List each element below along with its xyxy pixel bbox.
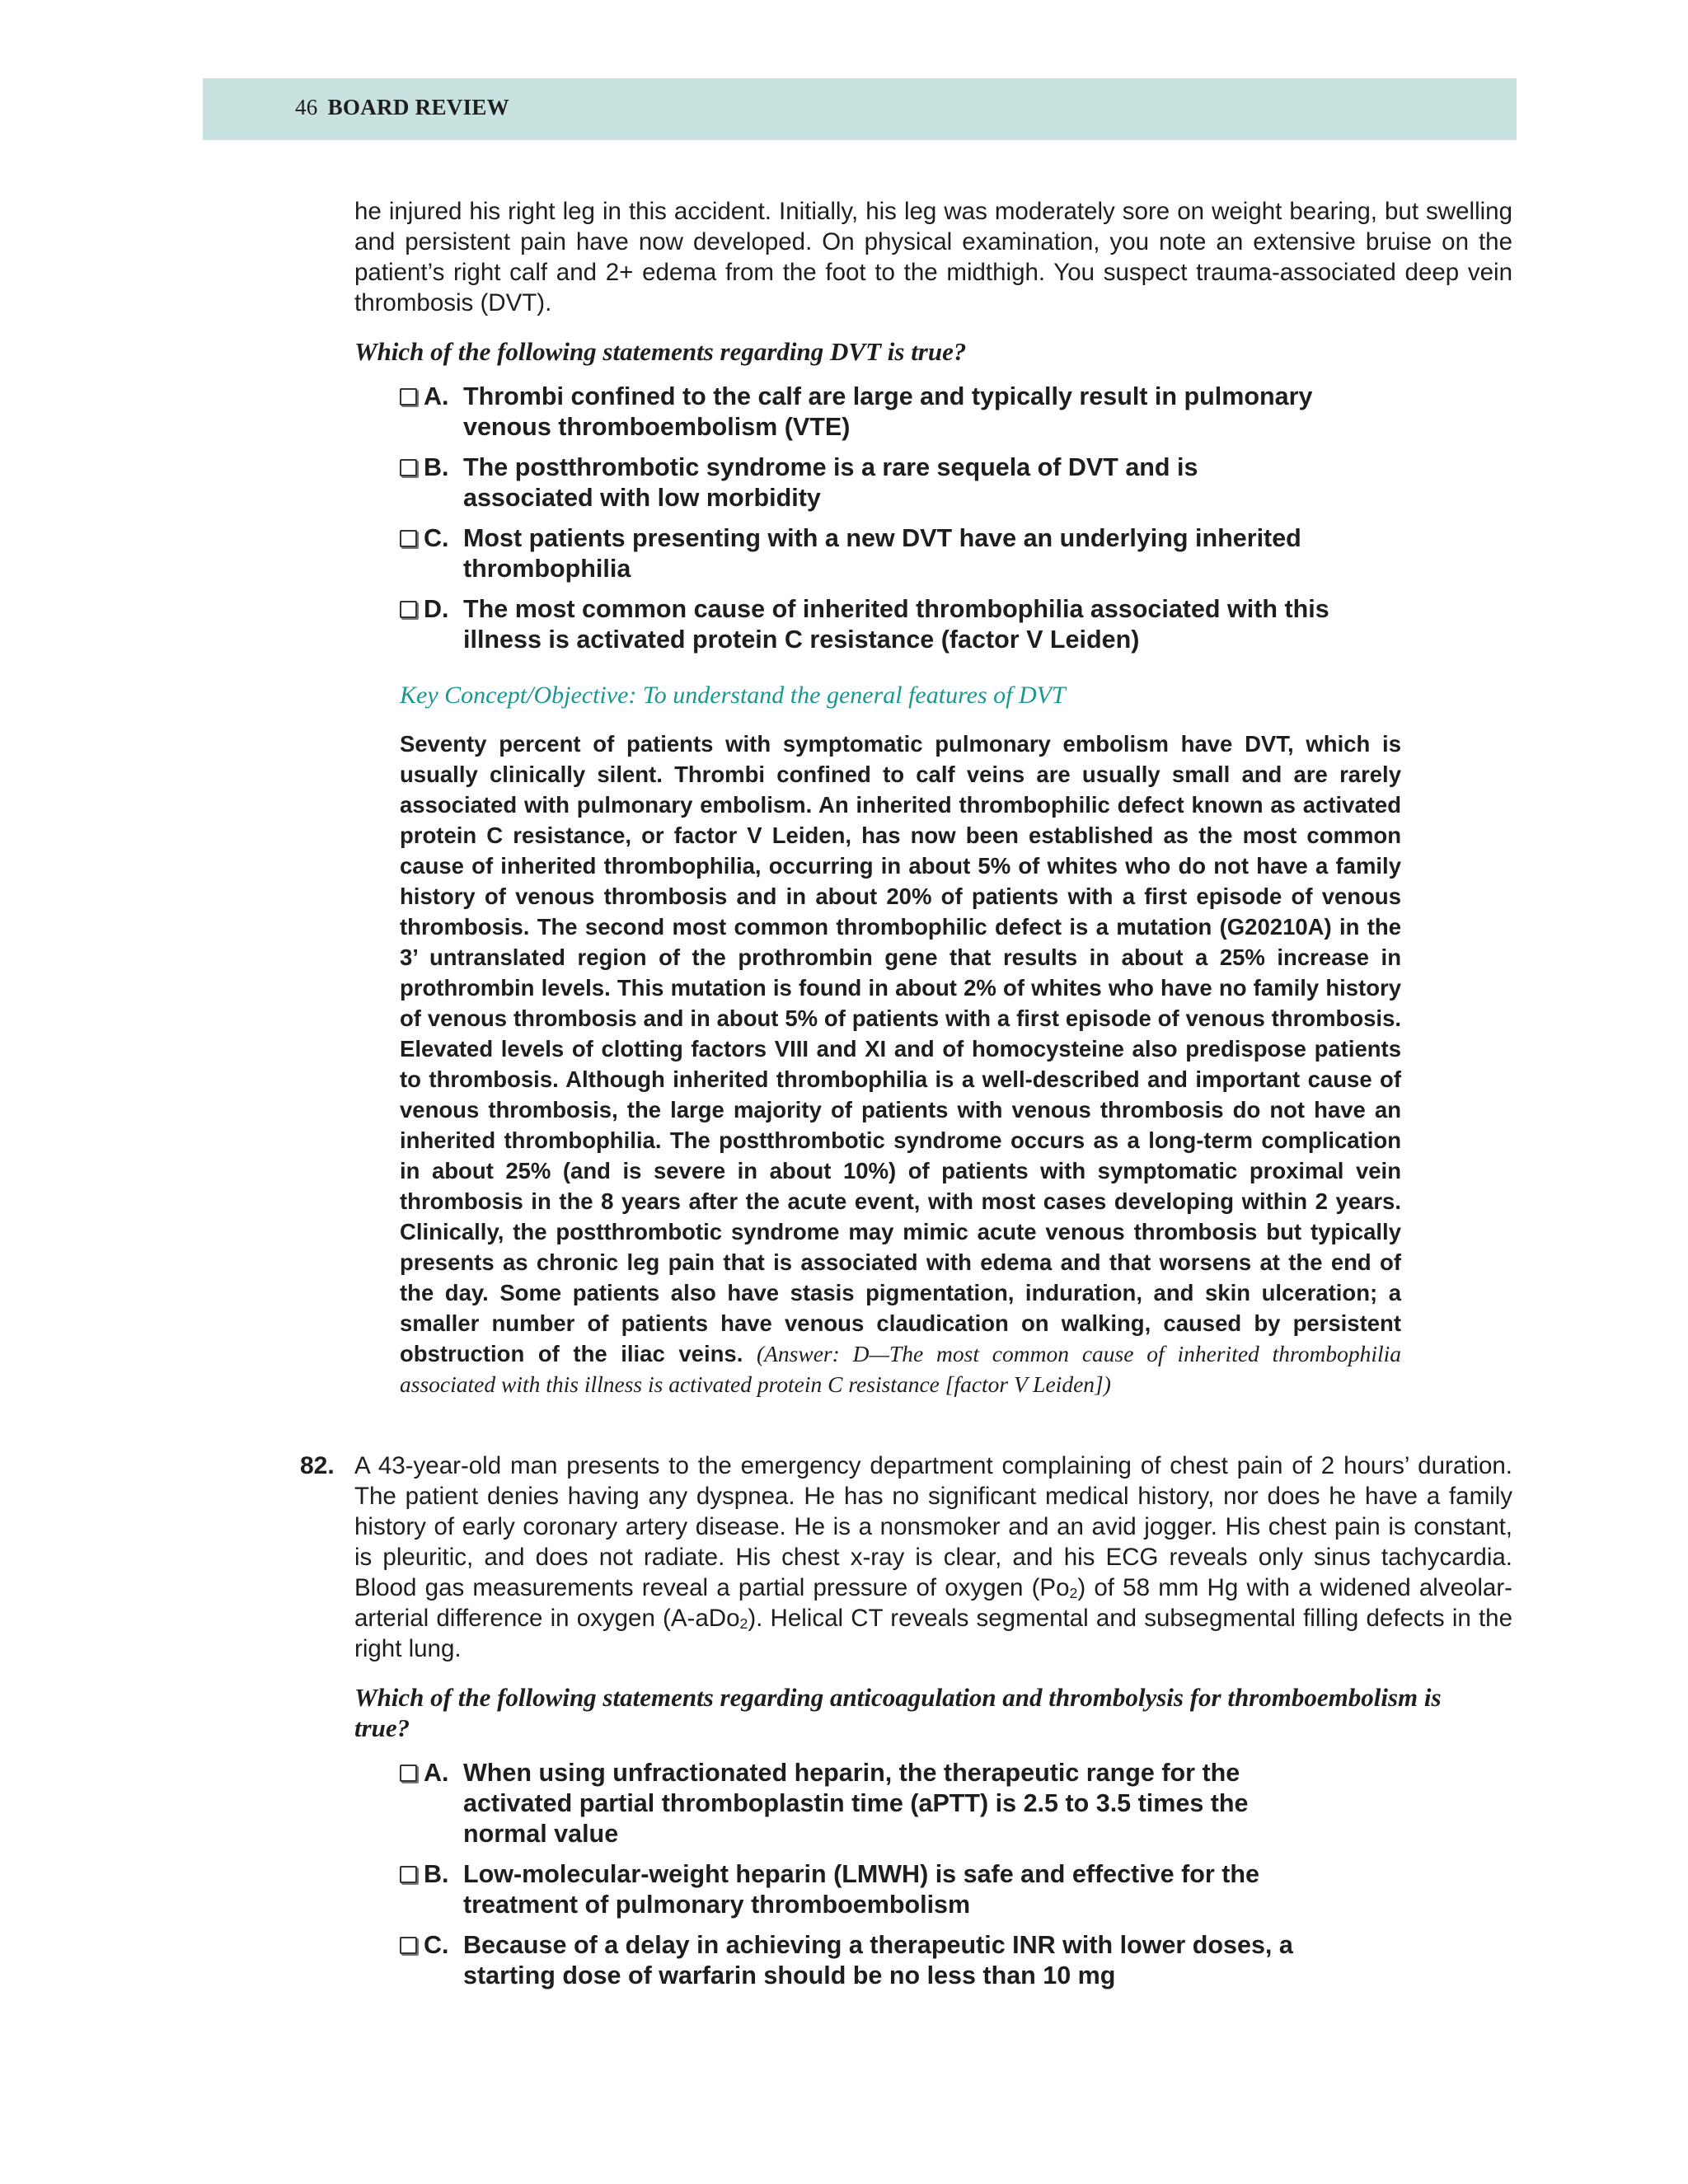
q81-option-a[interactable] bbox=[400, 382, 1331, 443]
q81-question: Which of the following statements regarding DVT is true? bbox=[354, 337, 967, 366]
q82-option-c[interactable] bbox=[400, 1930, 1331, 1991]
answer-text: (Answer: D—The most common cause of inherited thrombophilia associated with this illness is activated protein C resistance [factor V Leiden]) bbox=[400, 1341, 1401, 1397]
checkbox-icon[interactable] bbox=[400, 1765, 417, 1782]
page-content bbox=[300, 190, 1512, 2001]
checkbox-icon[interactable] bbox=[400, 601, 417, 618]
q81-option-c[interactable] bbox=[400, 523, 1331, 584]
option-letter: C. bbox=[424, 1931, 449, 1959]
stem-part: ) of 58 mm Hg with a widened alveolar-arterial difference in oxygen (A-aDo bbox=[354, 1574, 1512, 1632]
checkbox-icon[interactable] bbox=[400, 388, 417, 405]
option-text: Because of a delay in achieving a therapeutic INR with lower doses, a starting dose of warfarin should be no less than 10 mg bbox=[463, 1931, 1293, 1990]
running-header bbox=[203, 78, 1517, 140]
q82-option-a[interactable] bbox=[400, 1758, 1331, 1849]
q82-option-b[interactable] bbox=[400, 1859, 1331, 1920]
option-letter: D. bbox=[424, 595, 449, 623]
option-letter: A. bbox=[424, 1759, 449, 1787]
option-letter: B. bbox=[424, 453, 449, 481]
checkbox-icon[interactable] bbox=[400, 1937, 417, 1954]
q82-options bbox=[400, 1758, 1331, 1991]
q81-options bbox=[400, 382, 1331, 655]
option-letter: C. bbox=[424, 524, 449, 552]
q81-option-b[interactable] bbox=[400, 452, 1331, 513]
q81-stem-continued: he injured his right leg in this accident. Initially, his leg was moderately sore on weight bearing, but swelling and persistent pain have now developed. On physical examination, you note an extensive bruise on the patient’s right calf and 2+ edema from the foot to the midthigh. You suspect trauma-associated deep vein thrombosis (DVT). bbox=[354, 198, 1512, 316]
checkbox-icon[interactable] bbox=[400, 530, 417, 547]
option-text: When using unfractionated heparin, the therapeutic range for the activated partial thromboplastin time (aPTT) is 2.5 to 3.5 times the normal value bbox=[463, 1759, 1249, 1848]
key-concept: Key Concept/Objective: To understand the general features of DVT bbox=[400, 682, 1066, 709]
option-letter: B. bbox=[424, 1860, 449, 1888]
option-letter: A. bbox=[424, 382, 449, 410]
book-section-title: BOARD REVIEW bbox=[327, 95, 509, 120]
stem-part: ). Helical CT reveals segmental and subsegmental filling defects in the right lung. bbox=[354, 1605, 1512, 1662]
question-82 bbox=[300, 1451, 1512, 1991]
explanation-text: Seventy percent of patients with symptomatic pulmonary embolism have DVT, which is usually clinically silent. Thrombi confined to calf veins are usually small and are rarely associated with pulmonary embolism. An inherited thrombophilic defect known as activated protein C resistance, or factor V Leiden, has now been established as the most common cause of inherited thrombophilia, occurring in about 5% of whites who do not have a family history of venous thrombosis and in about 20% of patients with a first episode of venous thrombosis. The second most common thrombophilic defect is a mutation (G20210A) in the 3’ untranslated region of the prothrombin gene that results in about a 25% increase in prothrombin levels. This mutation is found in about 2% of whites who have no family history of venous thrombosis and in about 5% of patients with a first episode of venous thrombosis. Elevated levels of clotting factors VIII and XI and of homocysteine also predispose patients to thrombosis. Although inherited thrombophilia is a well-described and important cause of venous thrombosis, the large majority of patients with venous thrombosis do not have an inherited thrombophilia. The postthrombotic syndrome occurs as a long-term complication in about 25% (and is severe in about 10%) of patients with symptomatic proximal vein thrombosis in the 8 years after the acute event, with most cases developing within 2 years. Clinically, the postthrombotic syndrome may mimic acute venous thrombosis but typically presents as chronic leg pain that is associated with edema and that worsens at the end of the day. Some patients also have stasis pigmentation, induration, and skin ulceration; a smaller number of patients have venous claudication on walking, caused by persistent obstruction of the iliac veins. bbox=[400, 731, 1401, 1366]
q81-option-d[interactable] bbox=[400, 594, 1331, 655]
option-text: Thrombi confined to the calf are large and typically result in pulmonary venous thromboembolism (VTE) bbox=[463, 382, 1313, 441]
q82-stem bbox=[354, 1451, 1512, 1664]
page-number: 46 bbox=[295, 95, 318, 120]
stem-part: A 43-year-old man presents to the emergency department complaining of chest pain of 2 hours’ duration. The patient denies having any dyspnea. He has no significant medical history, nor does he have a family history of early coronary artery disease. He is a nonsmoker and an avid jogger. His chest pain is constant, is pleuritic, and does not radiate. His chest x-ray is clear, and his ECG reveals only sinus tachycardia. Blood gas measurements reveal a partial pressure of oxygen (Po bbox=[354, 1452, 1512, 1601]
checkbox-icon[interactable] bbox=[400, 1866, 417, 1883]
option-text: Most patients presenting with a new DVT have an underlying inherited thrombophilia bbox=[463, 524, 1301, 583]
q81-explanation bbox=[400, 729, 1401, 1399]
header-text bbox=[295, 95, 509, 120]
question-number: 82. bbox=[300, 1452, 335, 1479]
q82-question: Which of the following statements regarding anticoagulation and thrombolysis for thromboembolism is true? bbox=[354, 1683, 1442, 1742]
subscript: 2 bbox=[1069, 1585, 1078, 1601]
option-text: Low-molecular-weight heparin (LMWH) is safe and effective for the treatment of pulmonary thromboembolism bbox=[463, 1860, 1259, 1919]
subscript: 2 bbox=[739, 1615, 748, 1632]
option-text: The most common cause of inherited thrombophilia associated with this illness is activated protein C resistance (factor V Leiden) bbox=[463, 595, 1329, 654]
checkbox-icon[interactable] bbox=[400, 459, 417, 476]
option-text: The postthrombotic syndrome is a rare sequela of DVT and is associated with low morbidity bbox=[463, 453, 1198, 512]
